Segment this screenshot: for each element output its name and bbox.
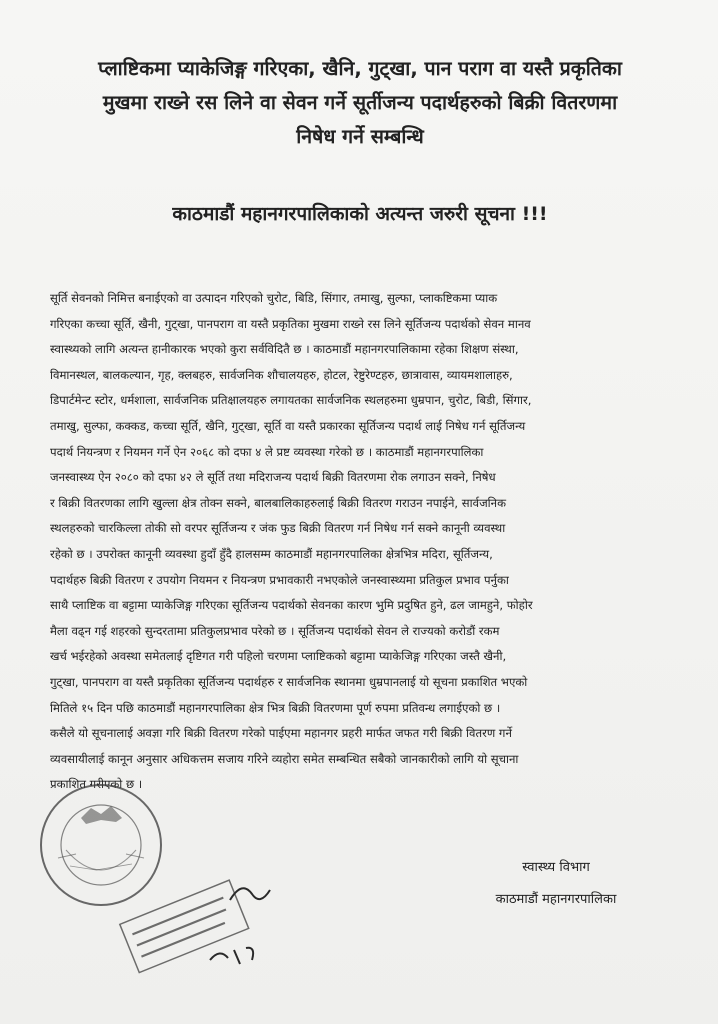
notice-heading bbox=[40, 52, 680, 154]
signature-block bbox=[456, 852, 656, 916]
body-line: र बिक्री वितरणका लागि खुल्ला क्षेत्र तोक्न सक्ने, बालबालिकाहरुलाई बिक्री वितरण गराउन नपाईने, सार्वजनिक bbox=[50, 495, 507, 510]
notice-subtitle: काठमाडौं महानगरपालिकाको अत्यन्त जरुरी सूचना !!! bbox=[172, 203, 548, 225]
body-line: रहेको छ । उपरोक्त कानूनी व्यवस्था हुदाँ हुँदै हालसम्म काठमाडौं महानगरपालिका क्षेत्रभित्र मदिरा, सूर्तिजन्य, bbox=[50, 546, 493, 561]
notice-body bbox=[50, 286, 680, 798]
body-line: मितिले १५ दिन पछि काठमाडौं महानगरपालिका क्षेत्र भित्र बिक्री वितरणमा पूर्ण रुपमा प्रतिवन्ध लगाईएको छ । bbox=[50, 700, 501, 715]
body-line: तमाखु, सुल्फा, कक्कड, कच्चा सूर्ति, खैनि, गुट्खा, सूर्ति वा यस्तै प्रकारका सूर्तिजन्य पदार्थ लाई निषेध गर्न सूर्तिजन्य bbox=[50, 418, 526, 433]
body-line: गरिएका कच्चा सूर्ति, खैनी, गुट्खा, पानपराग वा यस्तै प्रकृतिका मुखमा राख्ने रस लिने सूर्तिजन्य पदार्थको सेवन मानव bbox=[50, 316, 531, 331]
body-line: सूर्ति सेवनको निमित्त बनाईएको वा उत्पादन गरिएको चुरोट, बिडि, सिंगार, तमाखु, सुल्फा, प्लाकष्टिकमा प्याक bbox=[50, 291, 498, 305]
body-line: गुट्खा, पानपराग वा यस्तै प्रकृतिका सूर्तिजन्य पदार्थहरु र सार्वजनिक स्थानमा धुम्रपानलाई यो सूचना प्रकाशित भएको bbox=[50, 674, 528, 689]
office-name: काठमाडौं महानगरपालिका bbox=[495, 892, 617, 907]
heading-line: मुखमा राख्ने रस लिने वा सेवन गर्ने सूर्तीजन्य पदार्थहरुको बिक्री वितरणमा bbox=[102, 91, 618, 114]
body-line: डिपार्टमेन्ट स्टोर, धर्मशाला, सार्वजनिक प्रतिक्षालयहरु लगायतका सार्वजनिक स्थलहरुमा धुम्रपान, चुरोट, बिडी, सिंगार, bbox=[50, 393, 532, 408]
body-line: पदार्थहरु बिक्री वितरण र उपयोग नियमन र नियन्त्रण प्रभावकारी नभएकोले जनस्वास्थ्यमा प्रतिकुल प्रभाव पर्नुका bbox=[50, 572, 509, 587]
body-line: विमानस्थल, बालकल्यान, गृह, क्लबहरु, सार्वजनिक शौचालयहरु, होटल, रेष्टुरेण्टहरु, छात्रावास, व्यायमशालाहरु, bbox=[50, 367, 513, 382]
body-line: मैला वढ्न गई शहरको सुन्दरतामा प्रतिकुलप्रभाव परेको छ । सूर्तिजन्य पदार्थको सेवन ले राज्यको करोडौं रकम bbox=[50, 623, 500, 638]
body-line: प्रकाशित गरीएको छ । bbox=[50, 777, 143, 792]
body-line: साथै प्लाष्टिक वा बट्टामा प्याकेजिङ्ग गरिएका सूर्तिजन्य पदार्थको सेवनका कारण भुमि प्रदुषित हुने, ढल जामहुने, फोहोर bbox=[50, 598, 533, 613]
official-signature-stamp bbox=[110, 860, 290, 980]
heading-line: निषेध गर्ने सम्बन्धि bbox=[296, 125, 424, 148]
body-line: स्थलहरुको चारकिल्ला तोकी सो वरपर सूर्तिजन्य र जंक फुड बिक्री वितरण गर्न निषेध गर्न सक्ने कानूनी व्यवस्था bbox=[50, 521, 506, 536]
body-line: जनस्वास्थ्य ऐन २०८० को दफा ४२ ले सूर्ति तथा मदिराजन्य पदार्थ बिक्री वितरणमा रोक लगाउन सक्ने, निषेध bbox=[50, 470, 496, 485]
body-line: खर्च भईरहेको अवस्था समेतलाई दृष्टिगत गरी पहिलो चरणमा प्लाष्टिकको बट्टामा प्याकेजिङ्ग गरिएका जस्तै खैनी, bbox=[50, 649, 507, 664]
body-line: कसैले यो सूचनालाई अवज्ञा गरि बिक्री वितरण गरेको पाईएमा महानगर प्रहरी मार्फत जफत गरी बिक्री वितरण गर्ने bbox=[50, 726, 512, 741]
body-line: व्यवसायीलाई कानून अनुसार अधिकत्तम सजाय गरिने व्यहोरा समेत सम्बन्धित सबैको जानकारीको लागि यो सूचाना bbox=[50, 751, 519, 766]
heading-line: प्लाष्टिकमा प्याकेजिङ्ग गरिएका, खैनि, गुट्खा, पान पराग वा यस्तै प्रकृतिका bbox=[98, 57, 622, 80]
body-line: पदार्थ नियन्त्रण र नियमन गर्ने ऐन २०६८ को दफा ४ ले प्रष्ट व्यवस्था गरेको छ । काठमाडौं महानगरपालिका bbox=[50, 444, 484, 459]
body-line: स्वास्थ्यको लागि अत्यन्त हानीकारक भएको कुरा सर्वविदितै छ । काठमाडौं महानगरपालिकामा रहेका शिक्षण संस्था, bbox=[50, 342, 519, 357]
department-name: स्वास्थ्य विभाग bbox=[522, 860, 590, 875]
